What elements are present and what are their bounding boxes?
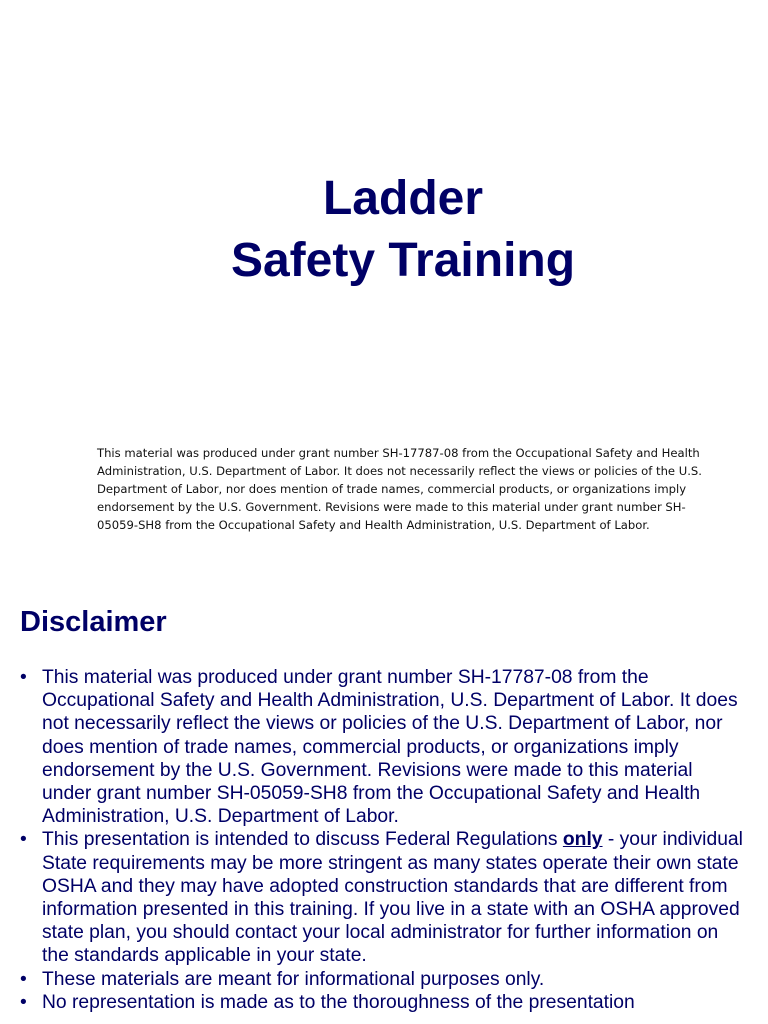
emphasis-only: only — [562, 829, 603, 851]
list-item-text: This material was produced under grant number SH-17787-08 from the Occupational Safety and Health Administration, U.S. Department of Labor. It does not necessarily reflect the views or policies of the U.S. Department of Labor, nor does mention of trade names, commercial products, or organizations imply endorsement by the U.S. Government. Revisions were made to this material under grant number SH-05059-SH8 from the Occupational Safety and Health Administration, U.S. Department of Labor. — [42, 667, 738, 828]
slide-title — [0, 168, 768, 292]
slide-title-line-1: Ladder — [322, 172, 484, 225]
grant-note: This material was produced under grant number SH-17787-08 from the Occupational Safety and Health Administration, U.S. Department of Labor. It does not necessarily reflect the views or policies of the U.S. Department of Labor, nor does mention of trade names, commercial products, or organizations imply endorsement by the U.S. Government. Revisions were made to this material under grant number SH-05059-SH8 from the Occupational Safety and Health Administration, U.S. Department of Labor. — [97, 446, 702, 532]
slide-title-line-2: Safety Training — [230, 234, 576, 287]
list-item-text: No representation is made as to the thoroughness of the presentation — [42, 991, 635, 1013]
disclaimer-heading: Disclaimer — [20, 606, 167, 638]
list-item-text-after: - your individual State requirements may be more stringent as many states operate their own state OSHA and they may have adopted construction standards that are different from information presented in this training. If you live in a state with an OSHA approved state plan, you should contact your local administrator for further information on the standards applicable in your state. — [42, 829, 743, 967]
list-item-text: These materials are meant for informational purposes only. — [42, 968, 545, 990]
bullet-icon: • — [20, 829, 27, 851]
bullet-icon: • — [20, 667, 27, 688]
list-item-text-before: This presentation is intended to discuss Federal Regulations — [42, 829, 563, 851]
bullet-icon: • — [20, 968, 27, 990]
list-item — [20, 968, 746, 991]
list-item — [20, 828, 746, 967]
list-item — [20, 991, 746, 1014]
disclaimer-list — [20, 666, 746, 1014]
list-item — [20, 666, 746, 828]
bullet-icon: • — [20, 991, 27, 1013]
